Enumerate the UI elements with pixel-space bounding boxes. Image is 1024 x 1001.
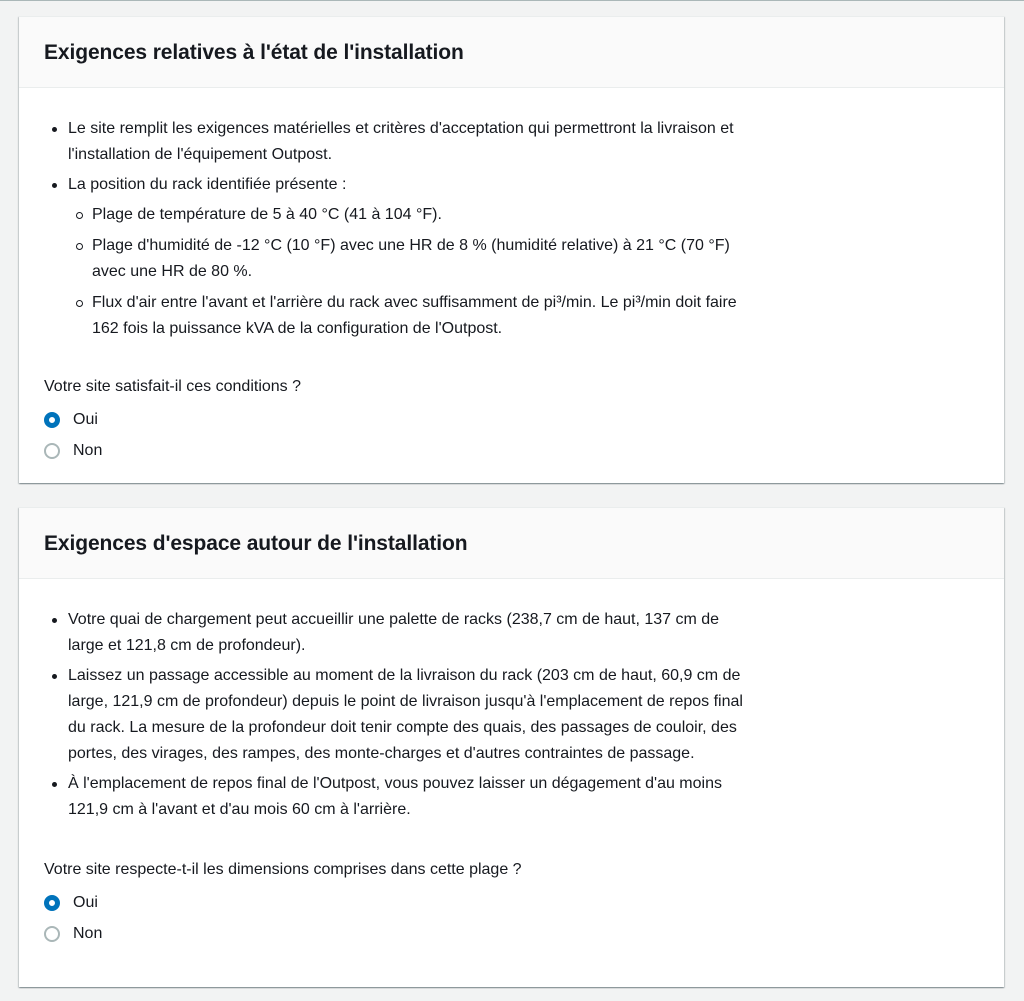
question-label: Votre site respecte-t-il les dimensions comprises dans cette plage ?	[44, 861, 522, 878]
list-item: Votre quai de chargement peut accueillir une palette de racks (238,7 cm de haut, 137 cm de large et 121,8 cm de profondeur).	[44, 607, 744, 659]
list-item: À l'emplacement de repos final de l'Outpost, vous pouvez laisser un dégagement d'au moins 121,9 cm à l'avant et d'au mois 60 cm à l'arrière.	[44, 771, 744, 823]
site-condition-requirements-card	[19, 16, 1004, 483]
list-item	[44, 116, 744, 168]
sublist-item: Plage d'humidité de -12 °C (10 °F) avec une HR de 8 % (humidité relative) à 21 °C (70 °F) avec une HR de 80 %.	[68, 233, 744, 285]
radio-button-checked[interactable]	[44, 895, 60, 911]
radio-option-oui[interactable]	[44, 887, 979, 918]
card-header	[19, 17, 1004, 88]
section-title: Exigences d'espace autour de l'installation	[44, 532, 468, 555]
radio-button[interactable]	[44, 443, 60, 459]
radio-option-oui[interactable]	[44, 404, 979, 435]
radio-option-non[interactable]	[44, 918, 979, 949]
sublist-item: Plage de température de 5 à 40 °C (41 à 104 °F).	[68, 202, 744, 228]
list-item: Laissez un passage accessible au moment de la livraison du rack (203 cm de haut, 60,9 cm de large, 121,9 cm de profondeur) depuis le point de livraison jusqu'à l'emplacement de repos final du rack. La mesure de la profondeur doit tenir compte des quais, des passages de couloir, des portes, des virages, des rampes, des monte-charges et d'autres contraintes de passage.	[44, 663, 744, 767]
radio-label: Oui	[73, 410, 98, 428]
list-item-text: La position du rack identifiée présente :	[68, 176, 347, 193]
requirements-list	[44, 116, 744, 342]
space-requirements-card	[19, 507, 1004, 987]
rack-position-sublist	[68, 202, 744, 342]
radio-label: Non	[73, 924, 103, 942]
sublist-item: Flux d'air entre l'avant et l'arrière du rack avec suffisamment de pi³/min. Le pi³/min doit faire 162 fois la puissance kVA de la configuration de l'Outpost.	[68, 290, 744, 342]
card-body	[19, 88, 1004, 466]
question-label: Votre site satisfait-il ces conditions ?	[44, 378, 302, 395]
radio-label: Oui	[73, 893, 98, 911]
section-title: Exigences relatives à l'état de l'installation	[44, 41, 464, 64]
radio-button[interactable]	[44, 926, 60, 942]
radio-option-non[interactable]	[44, 435, 979, 466]
radio-label: Non	[73, 441, 103, 459]
list-item-text: Le site remplit les exigences matérielles et critères d'acceptation qui permettront la livraison et l'installation de l'équipement Outpost.	[68, 120, 734, 163]
card-body	[19, 579, 1004, 949]
list-item	[44, 172, 744, 342]
card-header	[19, 508, 1004, 579]
radio-button-checked[interactable]	[44, 412, 60, 428]
requirements-list	[44, 607, 744, 823]
